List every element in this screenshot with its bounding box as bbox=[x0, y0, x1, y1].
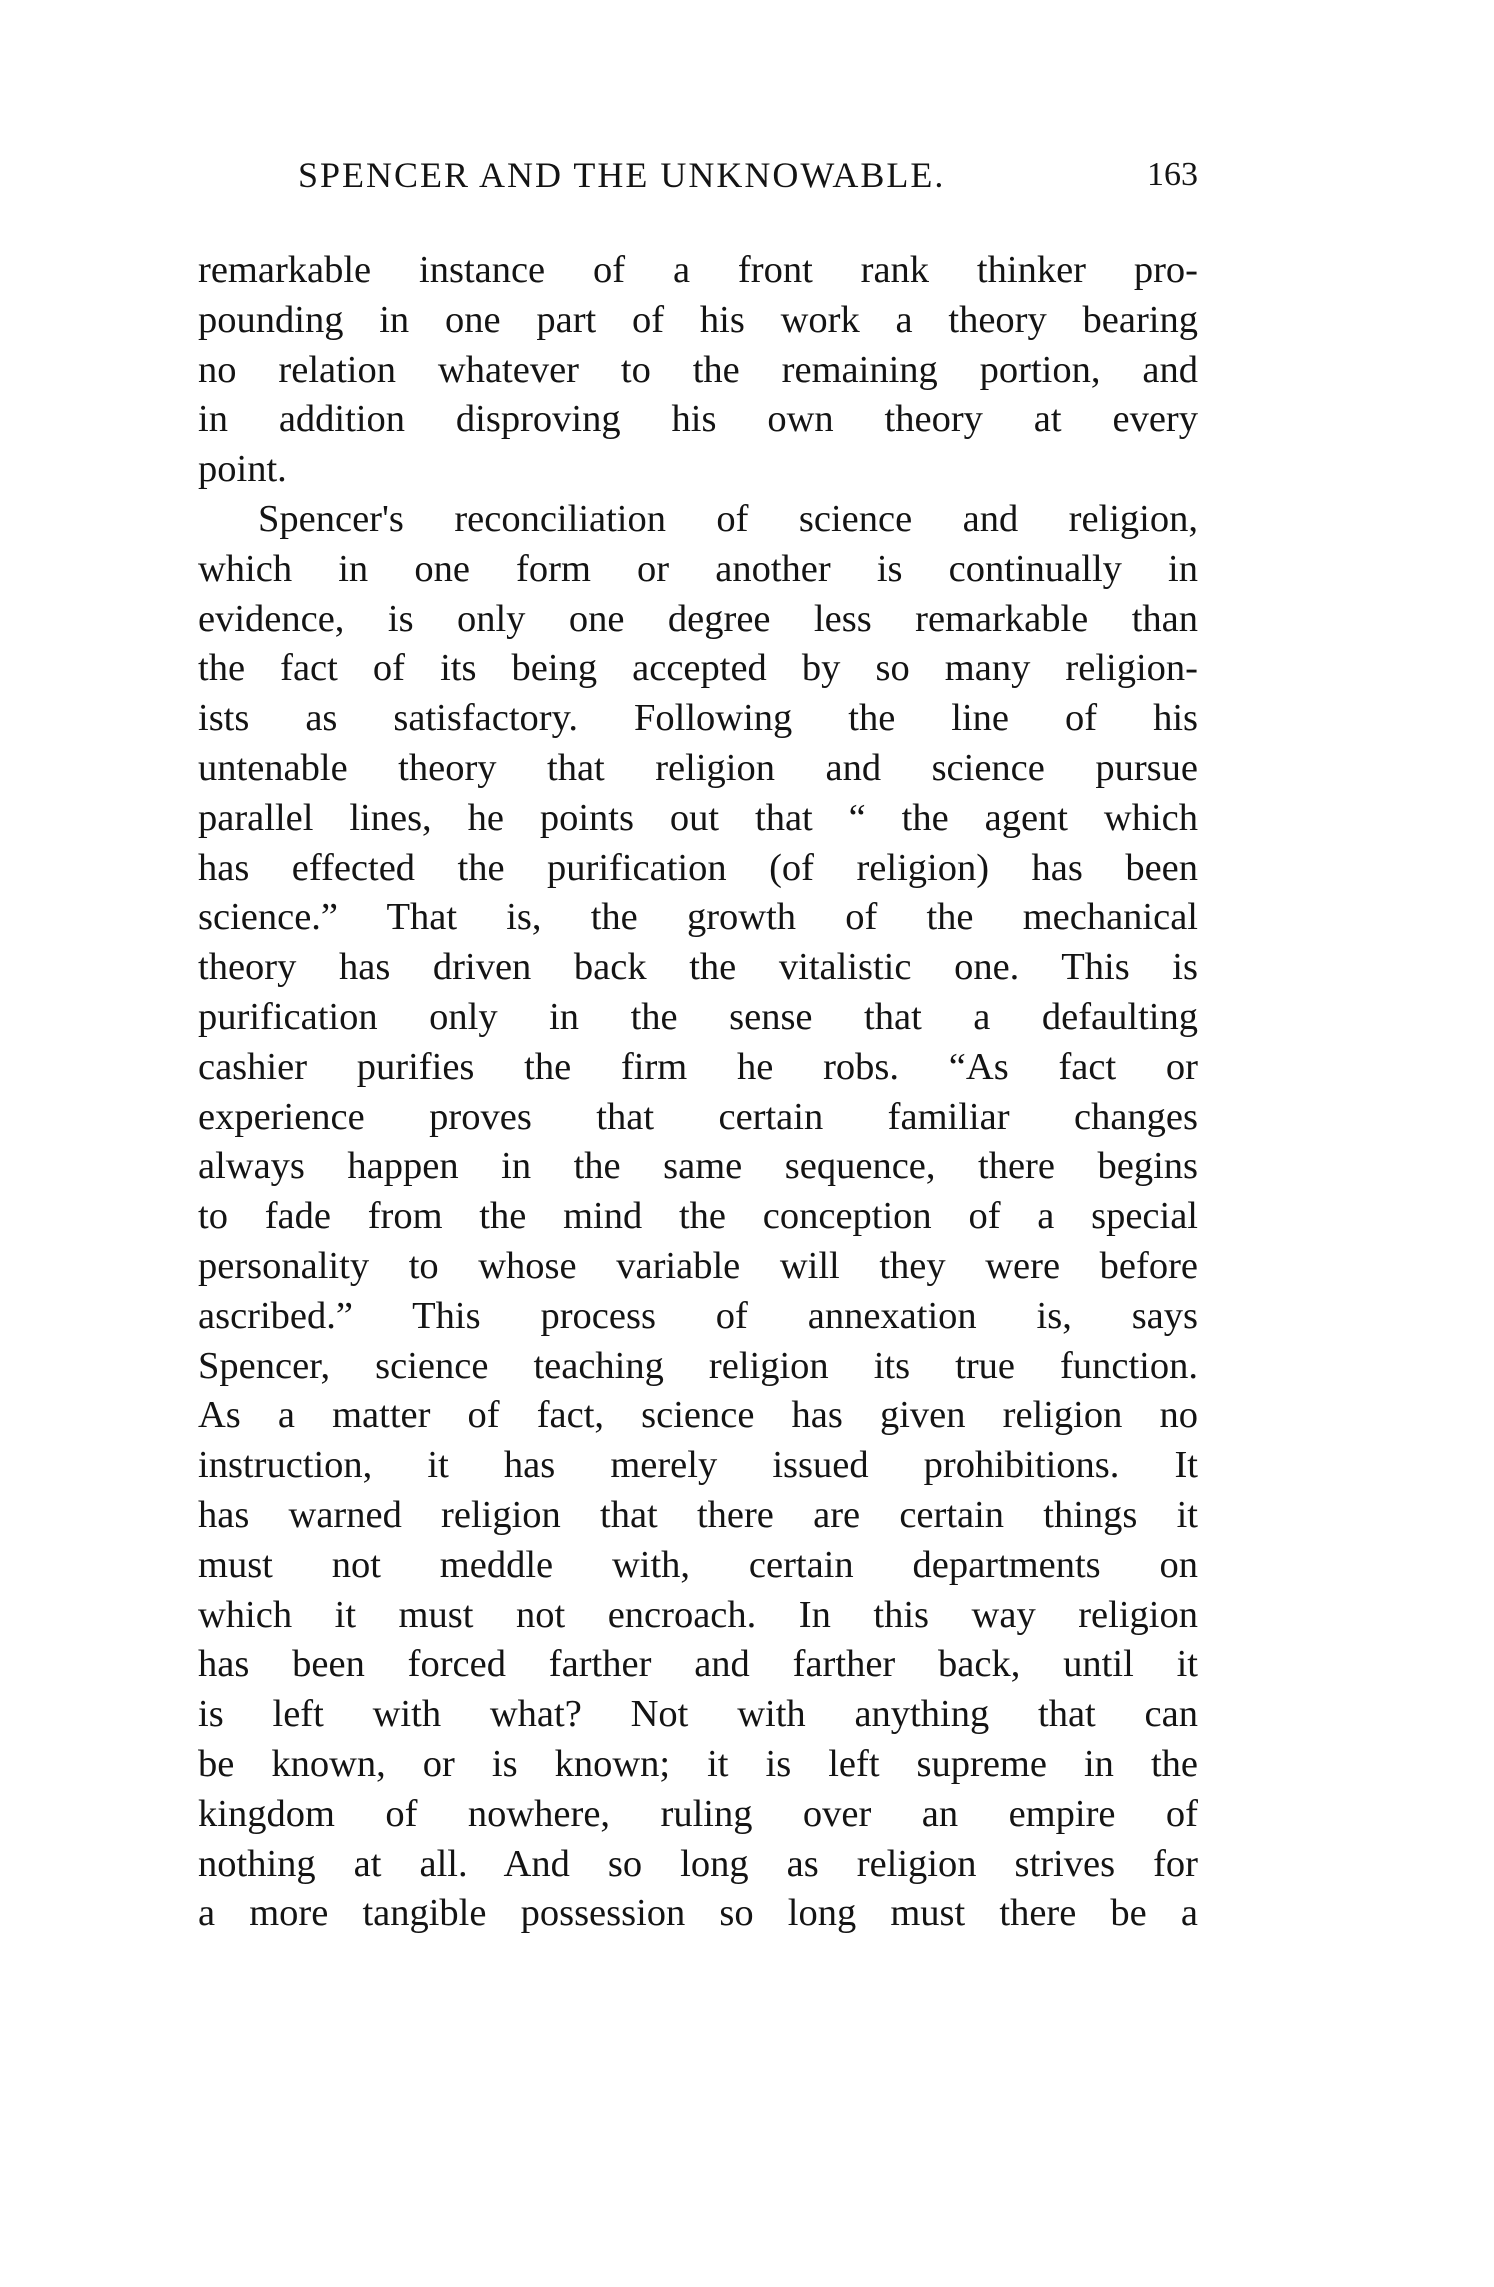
text-line: which in one form or another is continually in bbox=[198, 547, 1198, 590]
paragraph-first-line: Spencer's reconciliation of science and religion, bbox=[258, 497, 1198, 540]
body-text bbox=[198, 246, 1198, 1939]
text-line: must not meddle with, certain departments on bbox=[198, 1543, 1198, 1586]
text-line: untenable theory that religion and science pursue bbox=[198, 746, 1198, 789]
text-line: to fade from the mind the conception of a special bbox=[198, 1195, 1198, 1238]
text-line: has effected the purification (of religion) has been bbox=[198, 846, 1198, 889]
text-line: no relation whatever to the remaining portion, and bbox=[198, 348, 1198, 391]
text-line: has been forced farther and farther back, until it bbox=[198, 1643, 1198, 1686]
text-line: the fact of its being accepted by so many religion- bbox=[198, 647, 1198, 690]
text-line: personality to whose variable will they were before bbox=[198, 1244, 1198, 1287]
text-line: experience proves that certain familiar changes bbox=[198, 1095, 1198, 1138]
text-line: a more tangible possession so long must there be a bbox=[198, 1892, 1198, 1935]
text-line: evidence, is only one degree less remarkable than bbox=[198, 597, 1198, 640]
text-line: instruction, it has merely issued prohibitions. It bbox=[198, 1444, 1198, 1487]
text-line: ists as satisfactory. Following the line of his bbox=[198, 697, 1198, 740]
text-line: kingdom of nowhere, ruling over an empire of bbox=[198, 1792, 1198, 1835]
text-line: As a matter of fact, science has given religion no bbox=[198, 1394, 1198, 1437]
text-line: ascribed.” This process of annexation is, says bbox=[198, 1294, 1198, 1337]
text-line: parallel lines, he points out that “ the agent which bbox=[198, 796, 1198, 839]
page-number: 163 bbox=[1147, 156, 1198, 193]
text-line: in addition disproving his own theory at every bbox=[198, 398, 1198, 441]
text-line: always happen in the same sequence, there begins bbox=[198, 1145, 1198, 1188]
text-line: nothing at all. And so long as religion strives for bbox=[198, 1842, 1198, 1885]
text-line: purification only in the sense that a defaulting bbox=[198, 995, 1198, 1038]
text-line: point. bbox=[198, 448, 287, 491]
text-line: remarkable instance of a front rank thinker pro- bbox=[198, 249, 1198, 291]
text-line: science.” That is, the growth of the mechanical bbox=[198, 896, 1198, 939]
text-line: be known, or is known; it is left supreme in the bbox=[198, 1742, 1198, 1785]
text-line: cashier purifies the firm he robs. “As fact or bbox=[198, 1045, 1198, 1088]
running-head-title: SPENCER AND THE UNKNOWABLE. bbox=[298, 155, 946, 195]
text-line: is left with what? Not with anything that can bbox=[198, 1693, 1198, 1736]
text-line: pounding in one part of his work a theory bearing bbox=[198, 298, 1198, 341]
text-line: theory has driven back the vitalistic one. This is bbox=[198, 946, 1198, 989]
running-head bbox=[198, 150, 1198, 200]
text-line: Spencer, science teaching religion its true function. bbox=[198, 1344, 1198, 1387]
text-line: has warned religion that there are certain things it bbox=[198, 1493, 1198, 1536]
text-line: which it must not encroach. In this way religion bbox=[198, 1593, 1198, 1636]
